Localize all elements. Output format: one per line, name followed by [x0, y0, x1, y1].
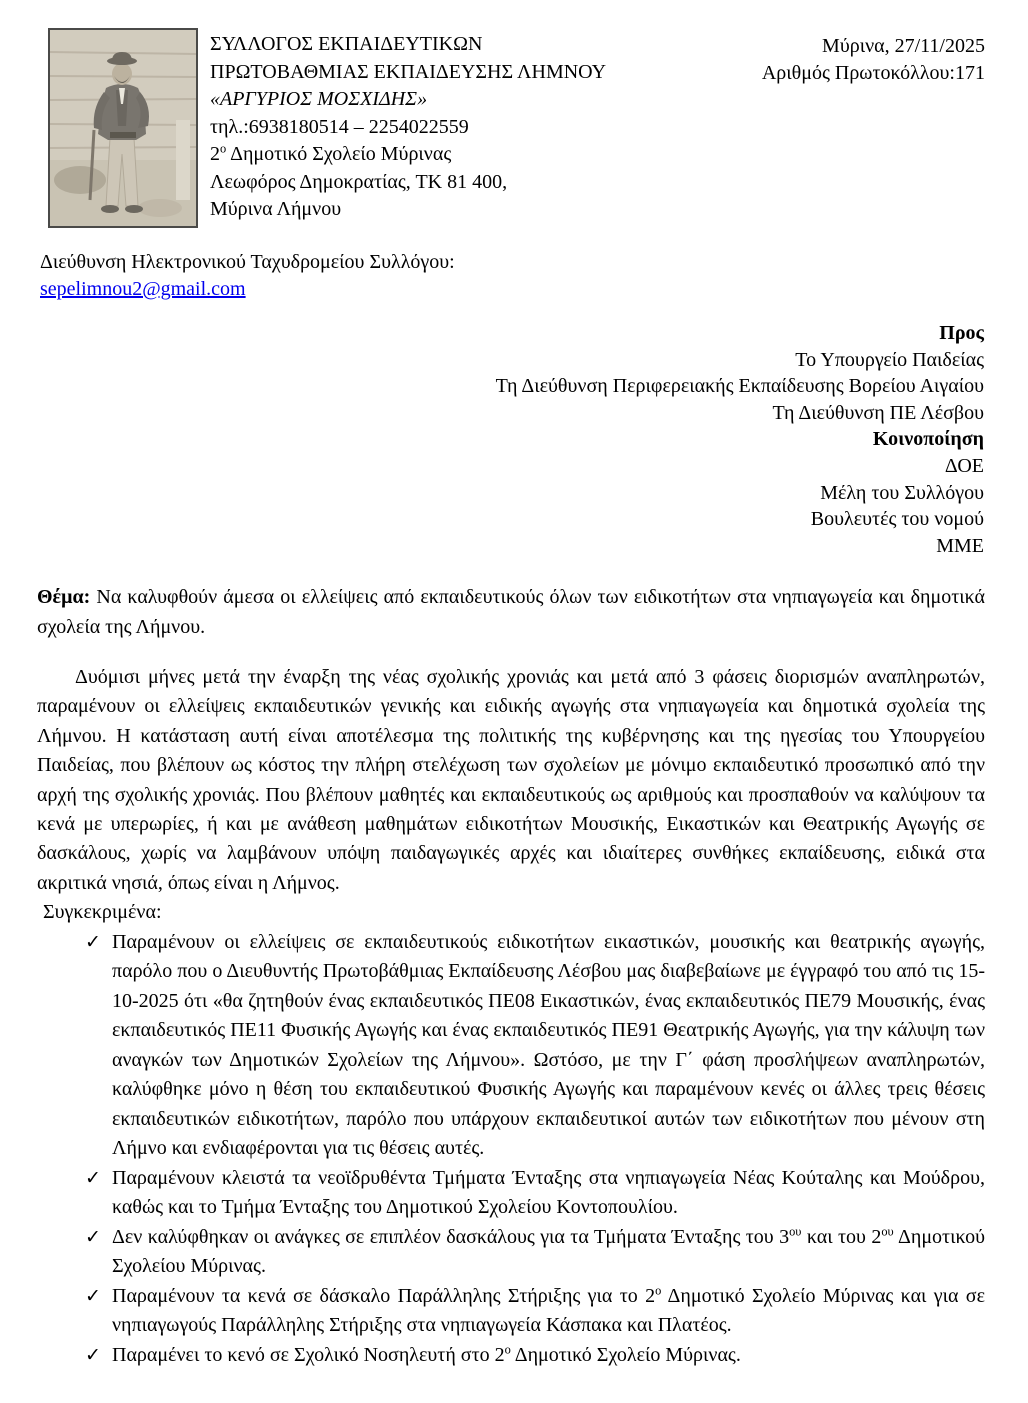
checkmark-icon: ✓	[85, 1344, 101, 1366]
subject-line	[37, 582, 985, 642]
checkmark-icon: ✓	[85, 1226, 101, 1248]
org-name-line2: ΠΡΩΤΟΒΑΘΜΙΑΣ ΕΚΠΑΙΔΕΥΣΗΣ ΛΗΜΝΟΥ	[210, 60, 607, 83]
bullet-text: Δεν καλύφθηκαν οι ανάγκες σε επιπλέον δασκάλους για τα Τμήματα Ένταξης του $3^{o\upsilon}$ και του $2^{o\upsilon}$ Δημοτικού Σχολείου Μύρινας.	[112, 1224, 985, 1278]
cc-line: ΜΜΕ	[936, 534, 984, 557]
letter-body	[37, 582, 985, 1370]
cc-line: ΔΟΕ	[944, 454, 984, 477]
bullet-text: Παραμένουν κλειστά τα νεοϊδρυθέντα Τμήματα Ένταξης στα νηπιαγωγεία Νέας Κούταλης και Μούδρου, καθώς και το Τμήμα Ένταξης του Δημοτικού Σχολείου Κοντοπουλίου.	[112, 1166, 985, 1219]
org-phone: τηλ.:6938180514 – 2254022559	[210, 115, 469, 138]
body-paragraph: Δυόμισι μήνες μετά την έναρξη της νέας σχολικής χρονιάς και μετά από 3 φάσεις διορισμών αναπληρωτών, παραμένουν οι ελλείψεις εκπαιδευτικών γενικής και ειδικής αγωγής στα νηπιαγωγεία και δημοτικά σχολεία της Λήμνου. Η κατάσταση αυτή είναι αποτέλεσμα της πολιτικής της κυβέρνησης και της ηγεσίας του Υπουργείου Παιδείας, που βλέπουν ως κόστος την πλήρη στελέχωση των σχολείων με μόνιμο εκπαιδευτικό προσωπικό από την αρχή της σχολικής χρονιάς. Που βλέπουν μαθητές και εκπαιδευτικούς ως αριθμούς και προσπαθούν να καλύψουν τα κενά με υπερωρίες, ή και με ανάθεση μαθημάτων ειδικοτήτων Μουσικής, Εικαστικών και Θεατρικής Αγωγής σε δασκάλους, χωρίς να λαμβάνουν υπόψη παιδαγωγικές αρχές και ιδιαίτερες συνθήκες εκπαίδευσης, ειδικά στα ακριτικά νησιά, όπως είναι η Λήμνος.	[37, 666, 985, 894]
recipient-line: Τη Διεύθυνση Περιφερειακής Εκπαίδευσης Βορείου Αιγαίου	[495, 375, 984, 398]
bullet-item	[37, 1164, 985, 1223]
email-label: Διεύθυνση Ηλεκτρονικού Ταχυδρομείου Συλλόγου:	[40, 251, 455, 273]
bullet-text: Παραμένουν τα κενά σε δάσκαλο Παράλληλης Στήριξης για το $2^o$ Δημοτικό Σχολείο Μύρινας και για σε νηπιαγωγούς Παράλληλης Στήριξης στα νηπιαγωγεία Κάσπακα και Πλατέος.	[112, 1283, 985, 1337]
org-name-line1: ΣΥΛΛΟΓΟΣ ΕΚΠΑΙΔΕΥΤΙΚΩΝ	[210, 33, 483, 55]
place-date: Μύρινα, 27/11/2025	[822, 35, 985, 57]
checkmark-icon: ✓	[85, 1167, 101, 1189]
to-label: Προς	[939, 322, 984, 344]
bullet-item	[37, 1341, 985, 1371]
cc-label: Κοινοποίηση	[872, 428, 984, 451]
org-address-line2: Μύρινα Λήμνου	[210, 198, 342, 220]
bullet-item	[37, 1223, 985, 1282]
checkmark-icon: ✓	[85, 931, 101, 953]
checkmark-icon: ✓	[85, 1285, 101, 1307]
protocol-number: Αριθμός Πρωτοκόλλου:171	[761, 62, 985, 84]
protocol-block	[762, 33, 985, 87]
bullet-item	[37, 1282, 985, 1341]
recipient-line: Τη Διεύθυνση ΠΕ Λέσβου	[772, 401, 984, 424]
bullet-item	[37, 928, 985, 1164]
recipients-block	[496, 320, 984, 559]
email-link[interactable]: sepelimnou2@gmail.com	[40, 278, 246, 300]
list-intro: Συγκεκριμένα:	[43, 901, 162, 924]
subject-text: Να καλυφθούν άμεσα οι ελλείψεις από εκπαιδευτικούς όλων των ειδικοτήτων στα νηπιαγωγεία και δημοτικά σχολεία της Λήμνου.	[37, 586, 985, 638]
org-block	[210, 31, 680, 224]
recipient-line: Το Υπουργείο Παιδείας	[795, 348, 984, 371]
email-block	[40, 249, 455, 303]
cc-line: Μέλη του Συλλόγου	[820, 481, 984, 504]
cc-line: Βουλευτές του νομού	[810, 508, 984, 531]
bullet-text: Παραμένει το κενό σε Σχολικό Νοσηλευτή στο $2^o$ Δημοτικό Σχολείο Μύρινας.	[112, 1342, 741, 1366]
org-address-line1: Λεωφόρος Δημοκρατίας, ΤΚ 81 400,	[210, 170, 508, 193]
letterhead-photo	[48, 28, 198, 228]
man-portrait-illustration	[50, 30, 196, 226]
org-school: $2^o$ Δημοτικό Σχολείο Μύρινας	[210, 141, 452, 165]
bullet-text: Παραμένουν οι ελλείψεις σε εκπαιδευτικούς ειδικοτήτων εικαστικών, μουσικής και θεατρικής αγωγής, παρόλο που ο Διευθυντής Πρωτοβάθμιας Εκπαίδευσης Λέσβου μας διαβεβαίωνε με έγγραφό του από τις 15-10-2025 ότι «θα ζητηθούν ένας εκπαιδευτικός ΠΕ08 Εικαστικών, ένας εκπαιδευτικός ΠΕ79 Μουσικής, ένας εκπαιδευτικός ΠΕ11 Φυσικής Αγωγής και ένας εκπαιδευτικός ΠΕ91 Θεατρικής Αγωγής, για την κάλυψη των αναγκών των Δημοτικών Σχολείων της Λήμνου». Ωστόσο, με την Γ΄ φάση προσλήψεων αναπληρωτών, καλύφθηκε μόνο η θέση του εκπαιδευτικού Φυσικής Αγωγής και παραμένουν κενές οι άλλες τρεις θέσεις εκπαιδευτικών ειδικοτήτων, παρόλο που υπάρχουν εκπαιδευτικοί αυτών των ειδικοτήτων που μένουν στη Λήμνο και ενδιαφέρονται για τις θέσεις αυτές.	[112, 930, 985, 1160]
org-honoree: «ΑΡΓΥΡΙΟΣ ΜΟΣΧΙΔΗΣ»	[210, 88, 428, 110]
subject-label: Θέμα:	[37, 586, 91, 608]
